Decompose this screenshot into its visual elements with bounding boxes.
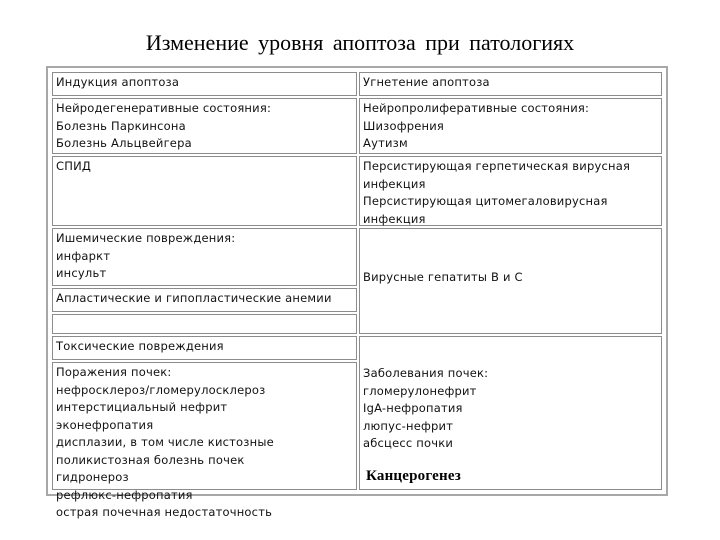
left-header: Индукция апоптоза <box>56 75 180 89</box>
cell-line: поликистозная болезнь почек <box>56 452 245 467</box>
neuro-degenerative-cell <box>52 98 357 154</box>
cell-line: Поражения почек: <box>56 365 172 379</box>
apoptosis-table <box>46 66 668 519</box>
cancerogenesis-label: Канцерогенез <box>366 467 461 484</box>
cell-line: Нейродегенеративные состояния: <box>56 101 272 115</box>
cell-line: инфекция <box>363 211 426 226</box>
cell-line: абсцесс почки <box>363 436 454 450</box>
cell-line: инфекция <box>363 176 426 191</box>
cell-line: интерстициальный нефрит <box>56 400 228 414</box>
right-header-cell <box>359 72 662 96</box>
cell-line: СПИД <box>56 159 92 173</box>
kidney-damage-cell <box>52 362 357 519</box>
cell-line: Персистирующая цитомегаловирусная <box>363 194 608 208</box>
cell-line: инсульт <box>56 266 107 280</box>
ischemic-cell <box>52 228 357 286</box>
cell-line: Токсические повреждения <box>56 339 224 353</box>
right-header: Угнетение апоптоза <box>363 75 490 89</box>
cell-line: Болезнь Паркинсона <box>56 118 186 133</box>
cell-line: Персистирующая герпетическая вирусная <box>363 159 631 173</box>
cell-line: люпус-нефрит <box>363 418 454 433</box>
anemia-cell <box>52 288 357 312</box>
cell-line: гидронероз <box>56 470 129 484</box>
cell-line: Заболевания почек: <box>363 366 489 380</box>
cell-line: Ишемические повреждения: <box>56 231 236 245</box>
induction-column <box>52 72 357 519</box>
cell-line: Болезнь Альцвейгера <box>56 136 192 150</box>
cell-line: острая почечная недостаточность <box>56 505 273 519</box>
cell-line: Шизофрения <box>363 118 445 133</box>
neuro-proliferative-cell <box>359 98 662 154</box>
cell-line: Аутизм <box>363 136 408 150</box>
cell-line: нефросклероз/гломерулосклероз <box>56 382 266 397</box>
cell-line: Нейропролиферативные состояния: <box>363 101 590 115</box>
cell-line: гломерулонефрит <box>363 383 477 398</box>
cell-line: дисплазии, в том числе кистозные <box>56 435 274 449</box>
cell-line: рефлюкс-нефропатия <box>56 487 193 502</box>
kidney-disease-cell <box>359 336 662 490</box>
inhibition-column <box>359 72 662 490</box>
hepatitis-cell <box>359 228 662 334</box>
toxic-cell <box>52 336 357 360</box>
left-header-cell <box>52 72 357 96</box>
cell-line: Вирусные гепатиты В и С <box>363 270 523 284</box>
herpes-cell <box>359 156 662 226</box>
cell-line: инфаркт <box>56 248 111 263</box>
page-title: Изменение уровня апоптоза при патологиях <box>145 30 575 55</box>
spacer-cell <box>52 314 357 334</box>
aids-cell <box>52 156 357 226</box>
cell-line: эконефропатия <box>56 417 154 432</box>
cell-line: Апластические и гипопластические анемии <box>56 291 332 305</box>
cell-line: IgA-нефропатия <box>363 401 463 415</box>
